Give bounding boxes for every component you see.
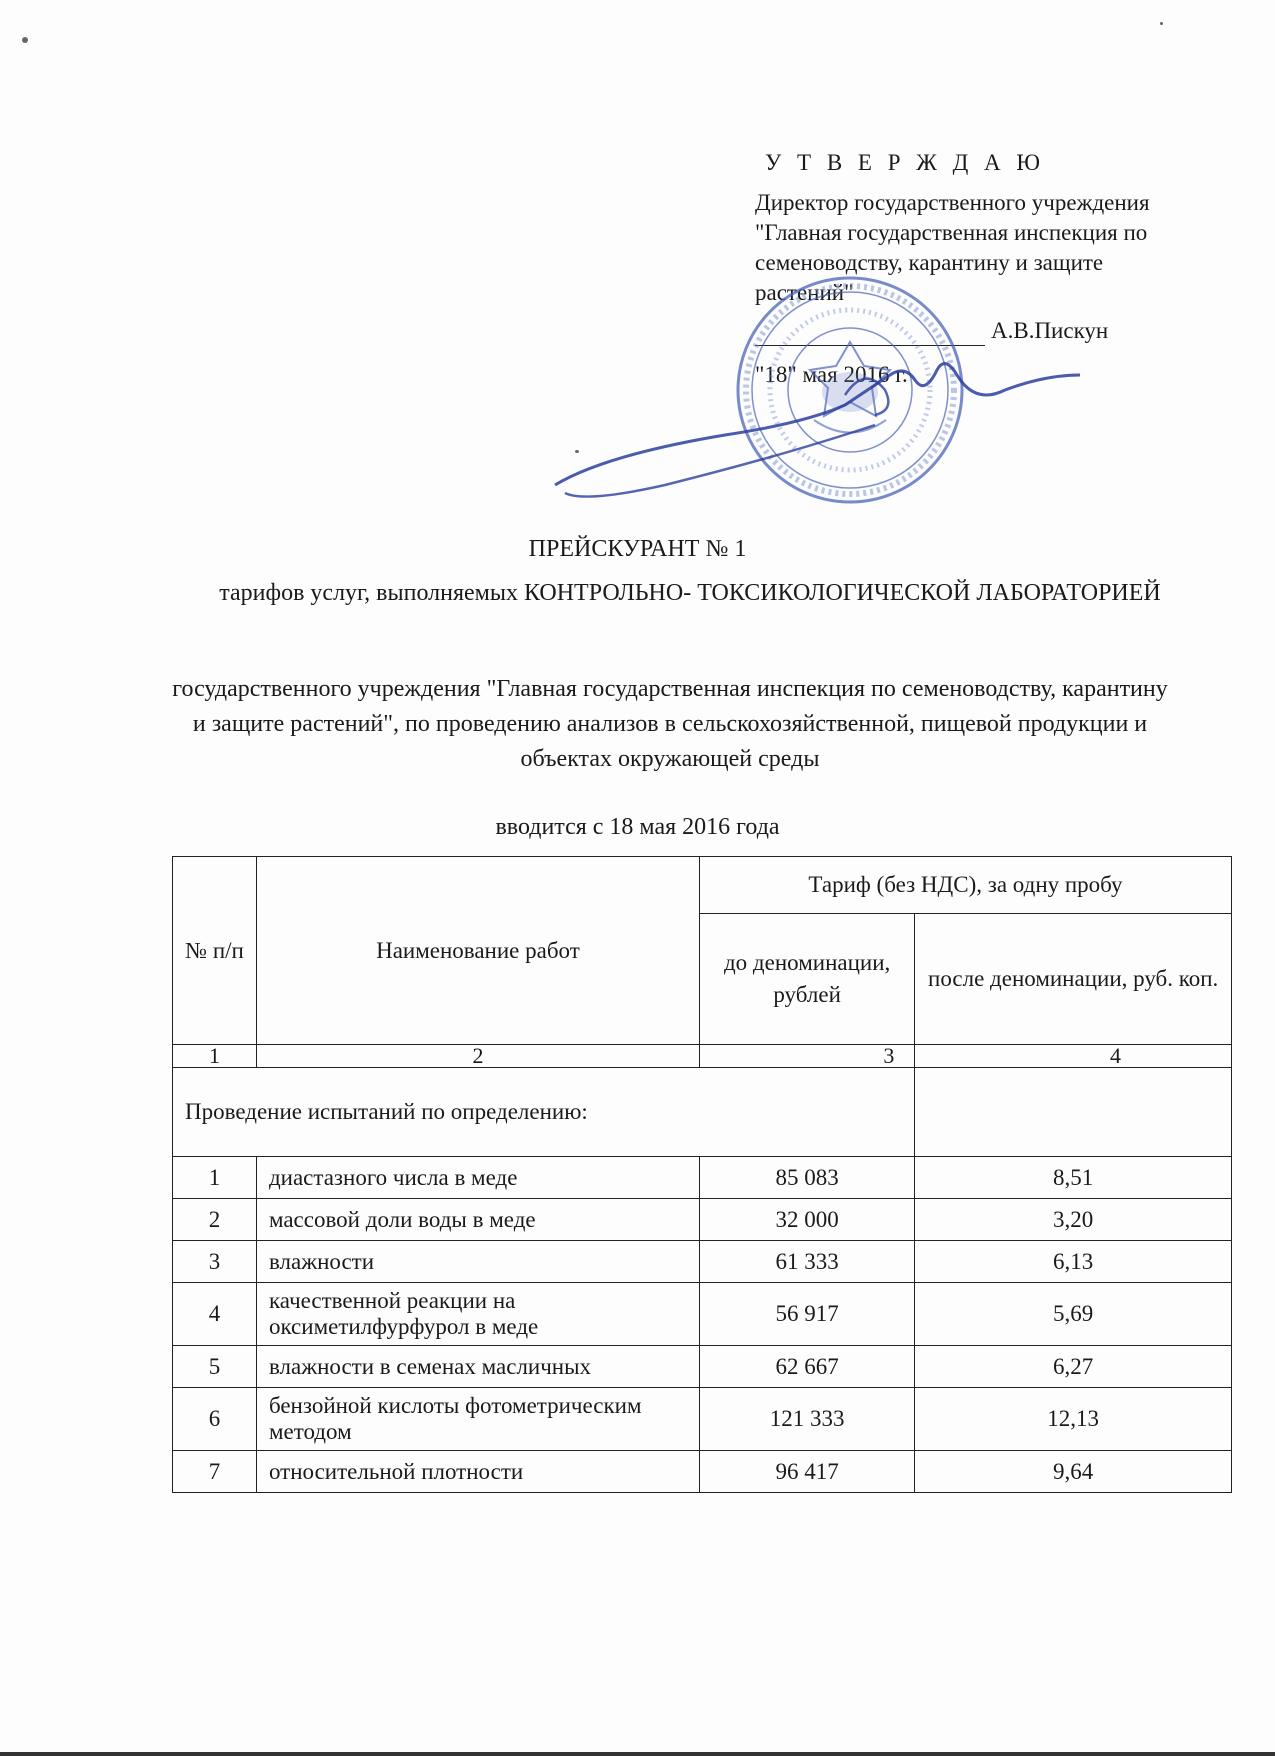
row-price-after: 6,27 (915, 1346, 1232, 1388)
document-title: ПРЕЙСКУРАНТ № 1 (528, 536, 747, 562)
header-tariff: Тариф (без НДС), за одну пробу (699, 857, 1231, 914)
scan-speck (1160, 22, 1163, 25)
row-number: 3 (173, 1241, 257, 1283)
row-number: 2 (173, 1199, 257, 1241)
price-table (172, 856, 1232, 1493)
effective-date: вводится с 18 мая 2016 года (495, 814, 780, 840)
row-price-before: 96 417 (699, 1451, 914, 1493)
table-row (173, 1346, 1232, 1388)
column-number: 4 (915, 1045, 1232, 1068)
header-after: после деноминации, руб. коп. (915, 914, 1232, 1045)
row-name: диастазного числа в меде (256, 1157, 699, 1199)
table-row (173, 1241, 1232, 1283)
row-price-before: 85 083 (699, 1157, 914, 1199)
row-number: 6 (173, 1388, 257, 1451)
row-name: относительной плотности (256, 1451, 699, 1493)
row-price-after: 3,20 (915, 1199, 1232, 1241)
row-price-after: 9,64 (915, 1451, 1232, 1493)
row-name: качественной реакции на оксиметилфурфурол в меде (256, 1283, 699, 1346)
table-row (173, 1157, 1232, 1199)
row-name: влажности в семенах масличных (256, 1346, 699, 1388)
row-price-before: 61 333 (699, 1241, 914, 1283)
table-row (173, 1451, 1232, 1493)
column-number: 3 (699, 1045, 914, 1068)
empty-cell (915, 1068, 1232, 1157)
signatory-name: А.В.Пискун (991, 318, 1109, 343)
row-name: массовой доли воды в меде (256, 1199, 699, 1241)
row-price-before: 62 667 (699, 1346, 914, 1388)
table-row (173, 1283, 1232, 1346)
row-price-after: 6,13 (915, 1241, 1232, 1283)
row-price-after: 8,51 (915, 1157, 1232, 1199)
header-num: № п/п (173, 857, 257, 1045)
section-row (173, 1068, 1232, 1157)
row-number: 7 (173, 1451, 257, 1493)
document-description: государственного учреждения "Главная государственная инспекция по семеноводству, карантину и защите растений", по проведению анализов в сельскохозяйственной, пищевой продукции и объектах окружающей среды (172, 676, 1168, 772)
row-number: 4 (173, 1283, 257, 1346)
header-before: до деноминации, рублей (699, 914, 914, 1045)
handwritten-signature (545, 335, 1085, 505)
row-price-before: 121 333 (699, 1388, 914, 1451)
approval-position: Директор государственного учреждения "Главная государственная инспекция по семеноводству, карантину и защите растений" (755, 190, 1150, 305)
row-number: 1 (173, 1157, 257, 1199)
section-label: Проведение испытаний по определению: (173, 1068, 915, 1157)
table-row (173, 1388, 1232, 1451)
column-number: 1 (173, 1045, 257, 1068)
table-row (173, 1199, 1232, 1241)
row-name: влажности (256, 1241, 699, 1283)
row-price-before: 56 917 (699, 1283, 914, 1346)
column-number: 2 (256, 1045, 699, 1068)
row-price-after: 12,13 (915, 1388, 1232, 1451)
scan-speck (22, 37, 28, 43)
row-number: 5 (173, 1346, 257, 1388)
header-name: Наименование работ (256, 857, 699, 1045)
row-price-after: 5,69 (915, 1283, 1232, 1346)
approval-date: "18" мая 2016 г. (755, 362, 908, 387)
scan-edge (0, 1752, 1275, 1756)
column-numbers-row (173, 1045, 1232, 1068)
row-name: бензойной кислоты фотометрическим методом (256, 1388, 699, 1451)
document-subtitle: тарифов услуг, выполняемых КОНТРОЛЬНО- ТОКСИКОЛОГИЧЕСКОЙ ЛАБОРАТОРИЕЙ (219, 580, 1161, 606)
row-price-before: 32 000 (699, 1199, 914, 1241)
approval-heading: У Т В Е Р Ж Д А Ю (765, 150, 1046, 175)
